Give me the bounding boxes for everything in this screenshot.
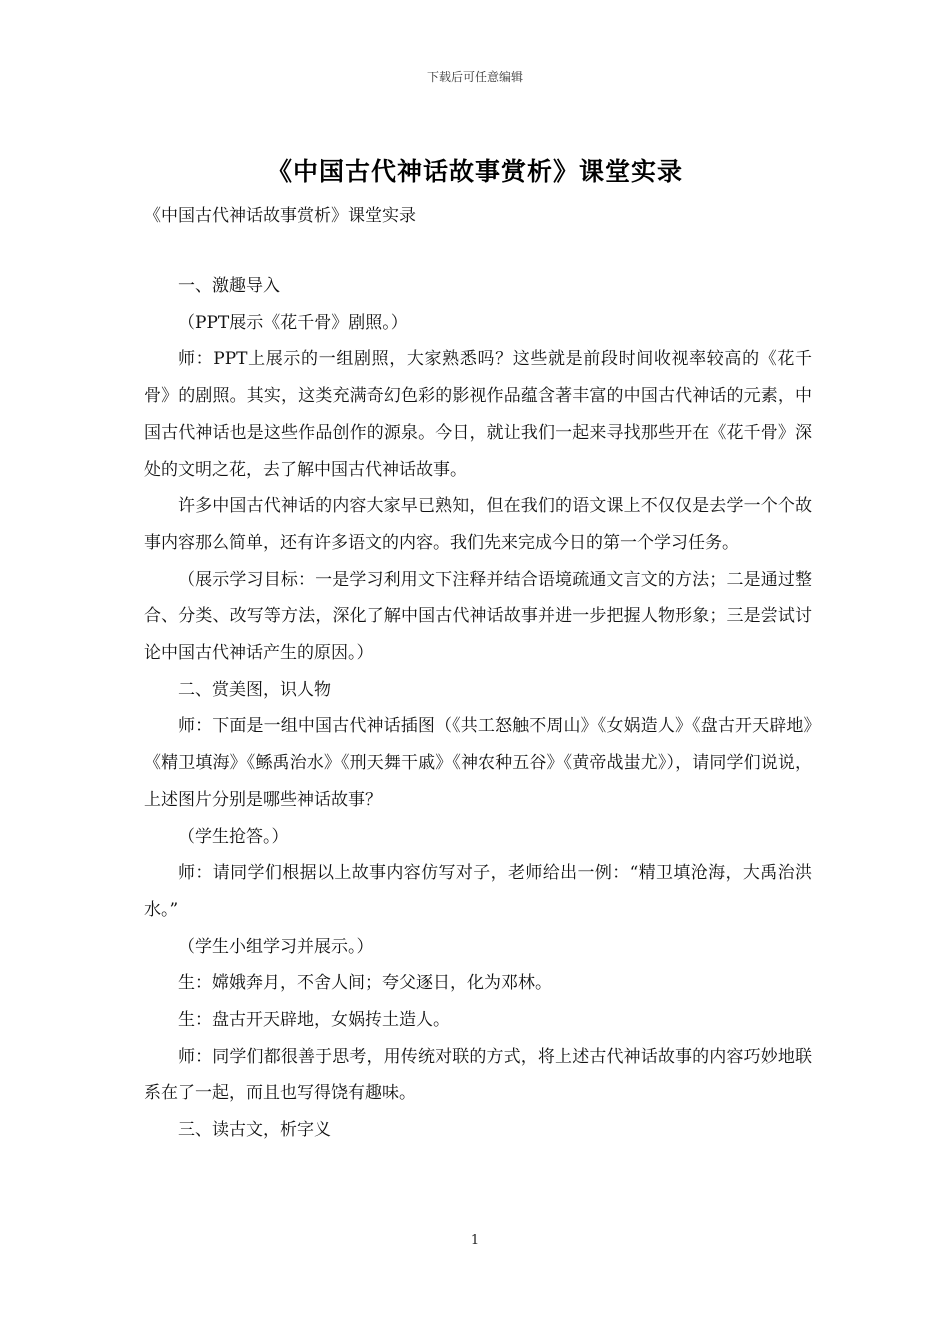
document-subtitle: 《中国古代神话故事赏析》课堂实录 xyxy=(144,206,416,226)
teacher-paragraph: 师：下面是一组中国古代神话插图（《共工怒触不周山》《女娲造人》《盘古开天辟地》《精卫填海》《鲧禹治水》《刑天舞干戚》《神农种五谷》《黄帝战蚩尤》），请同学们说说，上述图片分别是哪些神话故事？ xyxy=(144,716,812,810)
teacher-paragraph: 师：同学们都很善于思考，用传统对联的方式，将上述古代神话故事的内容巧妙地联系在了一起，而且也写得饶有趣味。 xyxy=(144,1046,812,1104)
stage-direction: （学生小组学习并展示。） xyxy=(178,936,374,957)
stage-direction: （PPT展示《花千骨》剧照。） xyxy=(178,312,408,333)
body-paragraph: 许多中国古代神话的内容大家早已熟知，但在我们的语文课上不仅仅是去学一个个故事内容那么简单，还有许多语文的内容。我们先来完成今日的第一个学习任务。 xyxy=(144,496,812,553)
student-answer: 生：嫦娥奔月，不舍人间；夸父逐日，化为邓林。 xyxy=(178,973,552,994)
teacher-paragraph: 师：PPT上展示的一组剧照，大家熟悉吗？这些就是前段时间收视率较高的《花千骨》的剧照。其实，这类充满奇幻色彩的影视作品蕴含著丰富的中国古代神话的元素，中国古代神话也是这些作品创作的源泉。今日，就让我们一起来寻找那些开在《花千骨》深处的文明之花，去了解中国古代神话故事。 xyxy=(144,349,812,480)
learning-goals: （展示学习目标：一是学习利用文下注释并结合语境疏通文言文的方法；二是通过整合、分类、改写等方法，深化了解中国古代神话故事并进一步把握人物形象；三是尝试讨论中国古代神话产生的原因。） xyxy=(144,569,812,664)
stage-direction: （学生抢答。） xyxy=(178,826,289,847)
page-number: 1 xyxy=(470,1233,480,1248)
section-heading-reading: 三、读古文，析字义 xyxy=(178,1120,331,1141)
section-heading-intro: 一、激趣导入 xyxy=(178,276,280,296)
section-heading-pictures: 二、赏美图，识人物 xyxy=(178,679,331,700)
document-body xyxy=(144,268,812,1149)
document-title: 《中国古代神话故事赏析》课堂实录 xyxy=(266,157,683,186)
student-answer: 生：盘古开天辟地，女娲抟土造人。 xyxy=(178,1010,450,1031)
teacher-paragraph: 师：请同学们根据以上故事内容仿写对子，老师给出一例：“精卫填沧海，大禹治洪水。” xyxy=(144,863,812,920)
header-note: 下载后可任意编辑 xyxy=(426,70,523,84)
